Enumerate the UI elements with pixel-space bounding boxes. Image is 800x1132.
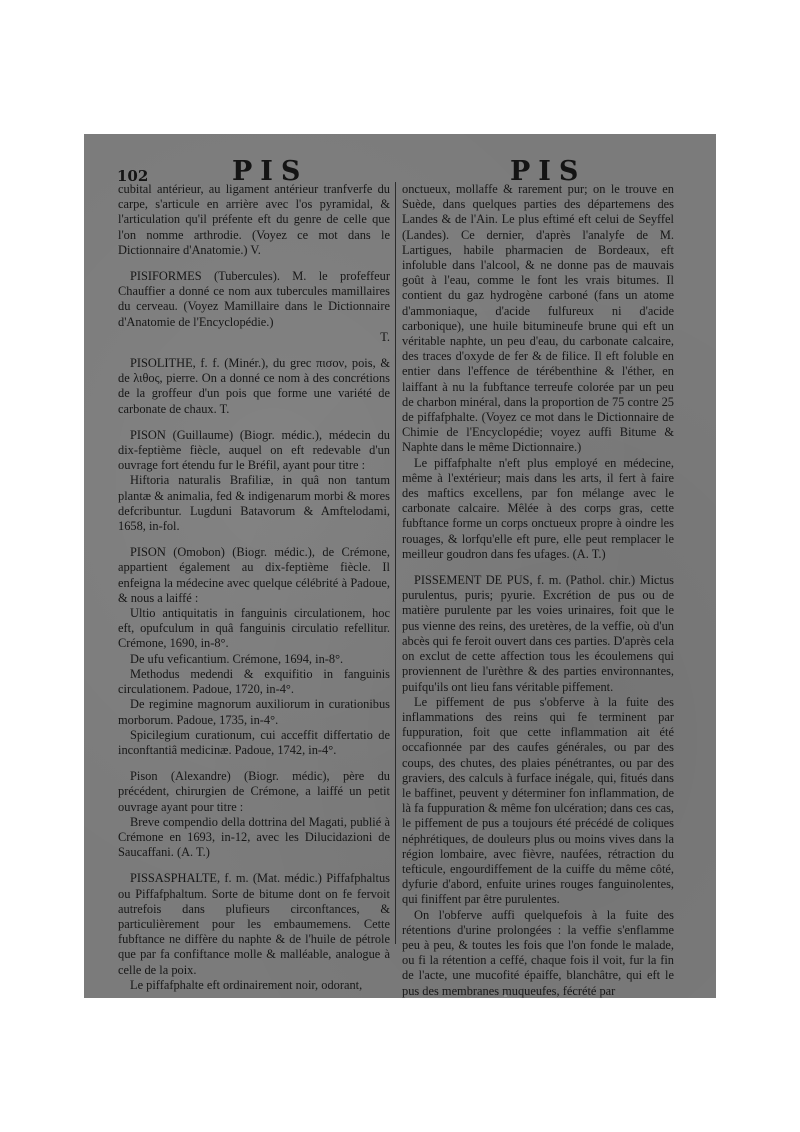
- entry-pissasphalte: PISSASPHALTE, f. m. (Mat. médic.) Piffafphaltus ou Piffafphaltum. Sorte de bitume dont on fe fervoit autrefois dans plufieurs circonftances, & particulièrement pour les embaumemens. Cette fubftance ne diffère du naphte & de l'huile de pétrole que par fa confiftance molle & malléable, analogue à celle de la poix.: [118, 871, 390, 977]
- citation: Methodus medendi & exquifitio in fanguinis circulationem. Padoue, 1720, in-4°.: [118, 666, 390, 697]
- entry-pison-alexandre: Pison (Alexandre) (Biogr. médic), père du précédent, chirurgien de Crémone, a laiffé un petit ouvrage ayant pour titre :: [118, 769, 390, 814]
- scanned-page: [84, 134, 716, 998]
- running-head-left: PIS: [232, 156, 309, 187]
- entry-pison-omobon: PISON (Omobon) (Biogr. médic.), de Crémone, appartient également au dix-feptième fiècle. Il enfeigna la médecine avec quelque célébrité à Padoue, & nous a laiffé :: [118, 545, 390, 605]
- scan-speck: [504, 994, 507, 997]
- citation: De ufu veficantium. Crémone, 1694, in-8°.: [130, 651, 344, 666]
- entry-signature: T.: [380, 329, 390, 344]
- paragraph: Le piffafphalte eft ordinairement noir, odorant,: [130, 977, 363, 992]
- entry-pisolithe: PISOLITHE, f. f. (Minér.), du grec πισον, pois, & de λιθος, pierre. On a donné ce nom à des concrétions de la groffeur d'un pois que forme une variété de carbonate de chaux. T.: [118, 356, 390, 416]
- running-head-right: PIS: [510, 156, 587, 187]
- left-column: [118, 182, 390, 993]
- entry-pison-guillaume: PISON (Guillaume) (Biogr. médic.), médecin du dix-feptième fiècle, auquel on eft redevable d'un ouvrage fort étendu fur le Bréfil, ayant pour titre :: [118, 427, 390, 473]
- entry-pissement-de-pus: PISSEMENT DE PUS, f. m. (Pathol. chir.) Mictus purulentus, puris; pyurie. Excrétion de pus ou de matière purulente par les voies urinaires, foit que le pus vienne des reins, des uretères, de la veffie, où d'un abcès qui fe feroit ouvert dans ces parties. D'après cela on exclut de cette affection tous les écoulemens qui proviennent de l'urèthre & des parties environnantes, puifqu'ils ont lieu fans véritable piffement.: [402, 573, 674, 694]
- paragraph: Le piffement de pus s'obferve à la fuite des inflammations des reins qui fe terminent par fuppuration, foit que cette inflammation ait été occafionnée par des caufes générales, ou par des coups, des chutes, des plaies pénétrantes, ou par des graviers, des calculs à furface inégale, qui, fitués dans le baffinet, peuvent y déterminer fon inflammation, de là fa fuppuration & même fon ulcération; dans ces cas, le piffement de pus a toujours été précédé de coliques néphrétiques, de douleurs plus ou moins vives dans la région lombaire, avec fièvre, naufées, rétraction du tefticule, engourdiffement de la cuiffe du même côté, dyfurie d'abord, enfuite urines rouges fanguinolentes, qui finiffent par être purulentes.: [402, 694, 674, 907]
- citation: De regimine magnorum auxiliorum in curationibus morborum. Padoue, 1735, in-4°.: [118, 697, 390, 727]
- right-column: [402, 182, 674, 998]
- paragraph: onctueux, mollaffe & rarement pur; on le trouve en Suède, dans quelques parties des départemens des Landes & de l'Ain. Le plus eftimé eft celui de Seyffel (Landes). Ce dernier, d'après l'analyfe de M. Lartigues, habile pharmacien de Bordeaux, eft infoluble dans l'alcool, & ne donne pas de mauvais goût à l'eau, comme le font les vrais bitumes. Il contient du gaz hydrogène carboné (fans un atome d'ammoniaque, d'acide fulfureux ni d'acide carbonique), une huile bitumineufe brune qui eft un véritable naphte, un peu d'eau, du carbonate calcaire, des traces d'oxyde de fer & de filice. Il eft foluble en entier dans l'effence de térébenthine & l'éther, en laiffant à nu la fubftance terreufe colorée par un peu de charbon minéral, dans la proportion de 75 contre 25 de piffafphalte. (Voyez ce mot dans le Dictionnaire de Chimie de l'Encyclopédie; voyez auffi Bitume & Naphte dans le même Dictionnaire.): [402, 182, 674, 455]
- paragraph: Le piffafphalte n'eft plus employé en médecine, même à l'extérieur; mais dans les arts, il fert à faire des maftics excellens, par fon mélange avec le carbonate calcaire. Mêlée à des corps gras, cette fubftance forme un corps onctueux propre à oindre les rouages, & lorfqu'elle eft pure, elle peut remplacer le meilleur goudron dans fes ufages. (A. T.): [402, 455, 674, 561]
- page-number: 102: [117, 167, 149, 185]
- citation: Breve compendio della dottrina del Magati, publié à Crémone en 1693, in-12, avec les Dilucidazioni de Saucaffani. (A. T.): [118, 814, 390, 860]
- citation: Spicilegium curationum, cui acceffit differtatio de inconftantiâ medicinæ. Padoue, 1742, in-4°.: [118, 727, 390, 757]
- paragraph: cubital antérieur, au ligament antérieur tranfverfe du carpe, s'articule en arrière avec l'os pyramidal, & l'articulation qu'il préfente eft du genre de celle que l'on nomme arthrodie. (Voyez ce mot dans le Dictionnaire d'Anatomie.) V.: [118, 182, 390, 257]
- entry-pisiformes: PISIFORMES (Tubercules). M. le profeffeur Chauffier a donné ce nom aux tubercules mamillaires du cerveau. (Voyez Mamillaire dans le Dictionnaire d'Anatomie de l'Encyclopédie.): [118, 269, 390, 329]
- paragraph: On l'obferve auffi quelquefois à la fuite des rétentions d'urine prolongées : la veffie s'enflamme peu à peu, & toutes les fois que l'on fonde le malade, ou fi la rétention a ceffé, chaque fois il voit, fur la fin de l'acte, une mucofité épaiffe, blanchâtre, qui eft le pus des membranes muqueufes, fécrété par: [402, 907, 674, 998]
- column-divider: [395, 182, 396, 944]
- citation: Hiftoria naturalis Brafiliæ, in quâ non tantum plantæ & animalia, fed & indigenarum morbi & mores defcribuntur. Lugduni Batavorum & Amftelodami, 1658, in-fol.: [118, 473, 390, 534]
- citation: Ultio antiquitatis in fanguinis circulationem, hoc eft, opufculum in quâ fanguinis circulatio refellitur. Crémone, 1690, in-8°.: [118, 606, 390, 651]
